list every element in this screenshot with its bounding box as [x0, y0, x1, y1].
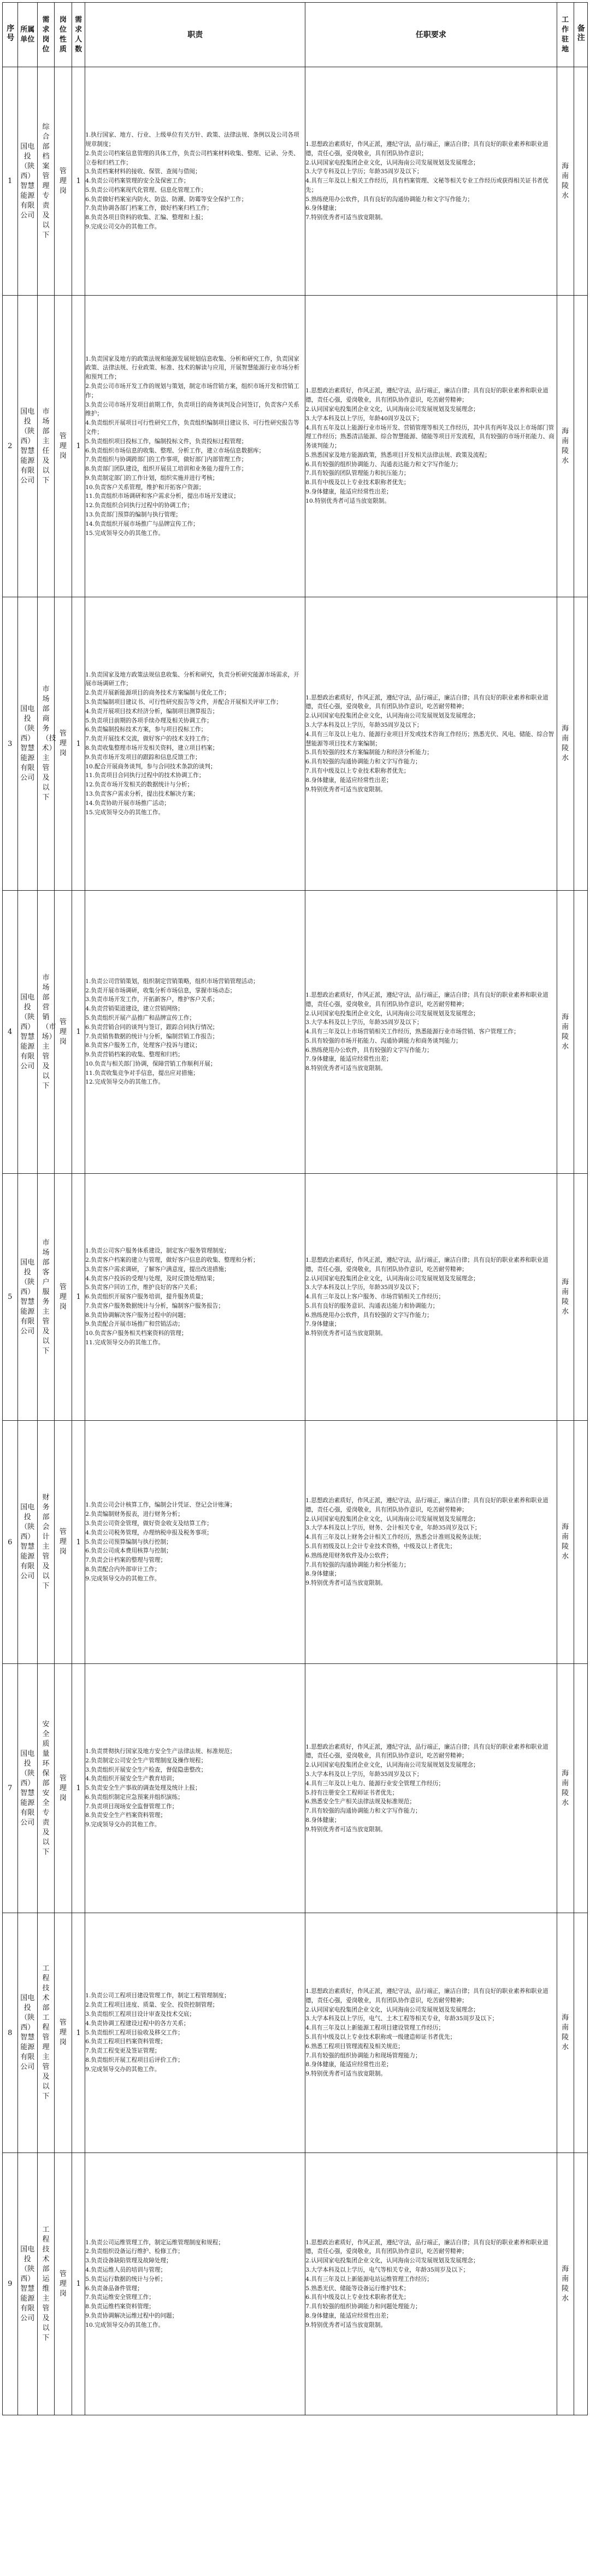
duty-line: 5.负责安全生产事故的调查处理及统计上报；: [85, 1785, 201, 1792]
duty-line: 4.负责公司档案管理的安全及保密工作；: [85, 178, 190, 185]
duty-line: 3.负责组织开展安全生产检查，督促隐患整改；: [85, 1766, 207, 1773]
count-cell: 1: [72, 67, 85, 296]
header-no: 序号: [3, 3, 18, 67]
duty-line: 6.负责营销合同的谈判与签订，跟踪合同执行情况；: [85, 1024, 219, 1031]
dept-cell: 财务部会计主管及以下: [38, 1421, 55, 1664]
row-number: 4: [3, 891, 18, 1174]
requirement-line: 3.大学专科及以上学历；年龄35周岁及以下；: [305, 168, 423, 175]
duty-line: 15.完成领导交办的其他工作。: [85, 530, 164, 537]
location-cell: 海南陵水: [557, 1664, 574, 1913]
remark-cell: [574, 2153, 587, 2415]
duty-line: 7.负责销售数据的统计与分析，编制营销工作报告；: [85, 1033, 219, 1040]
duty-line: 6.负责组织制定应急预案并组织演练；: [85, 1793, 184, 1801]
requirement-line: 1.思想政治素质好，作风正派，遵纪守法，品行端正，廉洁自律；具有良好的职业素养和职业道德，责任心强，爱岗敬业，具有团队协作意识，吃苦耐劳精神；: [305, 2239, 548, 2255]
location-cell: 海南陵水: [557, 1174, 574, 1421]
table-row: [3, 2153, 588, 2415]
category-cell: 管理岗: [54, 597, 72, 891]
duty-line: 5.负责项目前期的各项手续办理及相关协调工作；: [85, 717, 213, 724]
remark-cell: [574, 1664, 587, 1913]
duty-cell: [85, 891, 305, 1174]
location-cell: 海南陵水: [557, 1913, 574, 2153]
duty-cell: [85, 1664, 305, 1913]
unit-cell: 国电投（陕西）智慧能源有限公司: [17, 296, 37, 597]
requirement-line: 5.具有中级及以上专业技术职称或一级建造师证书者优先；: [305, 2034, 456, 2040]
requirement-line: 6.熟练使用财务软件及办公软件；: [305, 1552, 392, 1559]
requirement-line: 1.思想政治素质好，作风正派，遵纪守法，品行端正，廉洁自律；具有良好的职业素养和职业道德，责任心强，爱岗敬业，具有团队协作意识，吃苦耐劳精神；: [305, 387, 548, 404]
duty-cell: [85, 296, 305, 597]
count-cell: 1: [72, 2153, 85, 2415]
duty-line: 1.负责公司营销策划，组织制定营销策略，组织市场营销管理活动；: [85, 978, 259, 985]
duty-line: 5.负责公司档案现代化管理、信息化管理工作；: [85, 186, 207, 193]
dept-cell: 市场部营销（市场）主管及以下: [38, 891, 55, 1174]
duty-line: 5.负责运行数据的统计与分析；: [85, 2275, 167, 2283]
table-row: [3, 296, 588, 597]
requirement-line: 4.具有三年及以上客户服务、市场营销相关工作经历；: [305, 1293, 444, 1301]
duty-line: 1.负责公司客户服务体系建设，制定客户服务管理制度；: [85, 1248, 230, 1255]
requirement-line: 4.具有五年及以上能源行业市场开发、营销管理等相关工作经历，其中具有两年及以上市场部门管理工作经历；熟悉清洁能源、综合智慧能源、储能等项目开发流程，具有较强的市场开拓能力、商务谈判能力；: [305, 424, 554, 450]
remark-cell: [574, 67, 587, 296]
duty-line: 8.负责安全生产档案资料管理；: [85, 1812, 167, 1819]
requirement-line: 8.身体健康；: [305, 1816, 340, 1824]
requirement-line: 3.大学本科及以上学历，年龄35周岁及以下；: [305, 722, 423, 728]
header-category: 岗位性质: [54, 3, 72, 67]
requirement-line: 2.认同国家电投集团企业文化，认同海南公司发展规划及发展理念；: [305, 713, 479, 720]
unit-cell: 国电投（陕西）智慧能源有限公司: [17, 2153, 37, 2415]
duty-line: 9.负责协调解决运维过程中的问题；: [85, 2312, 178, 2319]
duty-line: 1.负责国家及地方政策法规信息收集、分析和研究，负责分析研究能源市场需求，开展市场调研工作；: [85, 671, 299, 687]
duty-line: 2.负责开展市场调研，收集分析市场信息，掌握市场动态；: [85, 987, 236, 994]
duty-line: 5.负责客户回访工作，维护良好的客户关系；: [85, 1284, 201, 1291]
count-cell: 1: [72, 1913, 85, 2153]
header-duty: 职责: [85, 3, 305, 67]
requirement-line: 2.认同国家电投集团企业文化，认同海南公司发展规划及发展理念；: [305, 1275, 479, 1282]
duty-line: 7.负责工程变更及签证管理；: [85, 2048, 161, 2055]
requirement-line: 4.具有三年及以上新能源电站运维管理工作经历；: [305, 2275, 433, 2283]
duty-line: 2.负责客户档案的建立与管理，做好客户信息的收集、整理和分析；: [85, 1256, 259, 1263]
requirement-line: 5.熟悉国家及地方能源政策，熟悉项目开发相关法律法规、政策及流程；: [305, 451, 491, 458]
duty-line: 12.负责市场开发相关的数据统计与分析；: [85, 781, 193, 789]
requirement-line: 5.具有良好的服务意识、沟通表达能力和协调能力；: [305, 1302, 439, 1309]
category-cell: 管理岗: [54, 1664, 72, 1913]
duty-line: 1.负责公司会计核算工作，编制会计凭证、登记会计账簿；: [85, 1502, 236, 1509]
duty-line: 3.负责客户需求调研，了解客户满意度，提出改进措施；: [85, 1266, 230, 1273]
header-location: 工作驻地: [557, 3, 574, 67]
requirement-line: 2.认同国家电投集团企业文化，认同海南公司发展规划及发展理念；: [305, 159, 479, 166]
duty-line: 9.负责营销档案的收集、整理和归档；: [85, 1051, 184, 1058]
requirement-line: 5.熟悉光伏、储能等设备运行维护技术；: [305, 2285, 410, 2292]
duty-line: 8.负责运维档案资料管理；: [85, 2303, 155, 2310]
duty-line: 9.负责制定部门的工作计划，组织实施并进行考核；: [85, 474, 219, 481]
requirement-line: 7.特别优秀者可适当放宽限制。: [305, 214, 387, 221]
category-cell: 管理岗: [54, 296, 72, 597]
requirement-line: 1.思想政治素质好，作风正派，遵纪守法，品行端正，廉洁自律；具有良好的职业素养和职业道德，责任心强，爱岗敬业，具有团队协作意识，吃苦耐劳精神；: [305, 1256, 548, 1273]
requirement-line: 3.大学本科及以上学历，电气、土木工程等相关专业，年龄35周岁及以下；: [305, 2015, 498, 2022]
requirement-line: 7.具有较强的团队管理能力和抗压能力；: [305, 470, 410, 477]
duty-line: 6.负责组织市场信息的收集、整理、分析工作，建立市场信息数据库；: [85, 447, 265, 454]
requirement-line: 8.身体健康；: [305, 1571, 340, 1578]
location-cell: 海南陵水: [557, 296, 574, 597]
table-body: [3, 67, 588, 2415]
duty-line: 4.负责组织开展项目可行性研究工作，负责组织编制项目建议书、可行性研究报告等文件；: [85, 420, 299, 436]
duty-line: 3.负责组织工程项目设计审查及技术交底；: [85, 2011, 196, 2018]
count-cell: 1: [72, 1664, 85, 1913]
duty-line: 8.负责协调解决客户服务过程中的问题；: [85, 1311, 190, 1319]
row-number: 8: [3, 1913, 18, 2153]
count-cell: 1: [72, 296, 85, 597]
location-cell: 海南陵水: [557, 67, 574, 296]
duty-line: 8.负责收集整理市场开发相关资料，建立项目档案；: [85, 745, 219, 751]
duty-line: 7.负责运维安全管理工作；: [85, 2294, 155, 2301]
requirement-line: 6.具有较强的组织协调能力、沟通表达能力和文字写作能力；: [305, 461, 462, 468]
requirement-line: 6.身体健康；: [305, 205, 340, 212]
duty-line: 8.负责客户服务工作，处理客户投诉与建议；: [85, 1042, 201, 1049]
requirement-line: 5.持有注册安全工程师证书者优先；: [305, 1789, 398, 1796]
location-cell: 海南陵水: [557, 891, 574, 1174]
requirement-line: 8.身体健康，能适应经常性出差；: [305, 777, 392, 784]
duty-line: 10.配合开展商务谈判，参与合同技术条款的谈判；: [85, 763, 216, 770]
requirement-line: 9.特别优秀者可适当放宽限制。: [305, 1826, 387, 1833]
duty-line: 4.负责开展项目技术经济分析，编制项目测算报告；: [85, 708, 219, 715]
category-cell: 管理岗: [54, 891, 72, 1174]
duty-line: 1.执行国家、地方、行业、上级单位有关方针、政策、法律法规、条例以及公司各项规章制度；: [85, 132, 299, 148]
table-row: [3, 1174, 588, 1421]
duty-line: 7.负责开展技术交流，做好客户的技术支持工作；: [85, 736, 213, 743]
requirement-line: 7.具有较强的组织协调能力和问题处理能力；: [305, 2303, 421, 2310]
requirement-line: 3.大学本科及以上学历，电气等相关专业，年龄35周岁及以下；: [305, 2266, 469, 2273]
duty-line: 8.负责组织开展工程项目后评价工作；: [85, 2056, 184, 2063]
unit-cell: 国电投（陕西）智慧能源有限公司: [17, 67, 37, 296]
requirement-line: 9.特别优秀者可适当放宽限制。: [305, 1580, 387, 1587]
dept-cell: 市场部商务（技术）主管及以下: [38, 597, 55, 891]
header-dept: 需求岗位: [38, 3, 55, 67]
requirement-line: 3.大学本科及以上学历，年龄40周岁及以下；: [305, 415, 423, 422]
requirement-line: 7.具有较强的组织协调能力和现场管理能力；: [305, 2052, 421, 2059]
duty-line: 7.负责项目现场安全监督管理工作；: [85, 1803, 178, 1810]
category-cell: 管理岗: [54, 67, 72, 296]
table-row: [3, 1664, 588, 1913]
duty-cell: [85, 67, 305, 296]
unit-cell: 国电投（陕西）智慧能源有限公司: [17, 597, 37, 891]
duty-line: 7.负责客户服务数据统计与分析，编制客户服务报告；: [85, 1302, 224, 1309]
duty-line: 5.负责公司预算编制与执行控制；: [85, 1538, 172, 1545]
duty-line: 9.完成领导交办的其他工作。: [85, 2066, 161, 2073]
requirement-line: 9.特别优秀者可适当放宽限制。: [305, 2321, 387, 2328]
duty-line: 2.负责公司档案信息管理的具体工作，负责公司档案材料收集、整理、记录、分类、立卷和归档工作；: [85, 150, 299, 166]
category-cell: 管理岗: [54, 1174, 72, 1421]
duty-line: 7.负责会计档案的整理与管理；: [85, 1557, 167, 1564]
remark-cell: [574, 296, 587, 597]
requirement-line: 3.大学本科及以上学历，财务、会计相关专业，年龄35周岁及以下；: [305, 1525, 481, 1532]
duty-line: 3.负责档案材料的接收、保管、查阅与借阅；: [85, 168, 201, 175]
duty-line: 1.负责贯彻执行国家及地方安全生产法律法规、标准规范；: [85, 1748, 236, 1755]
duty-line: 3.负责设备缺陷管理及故障处理；: [85, 2257, 172, 2265]
duty-line: 3.负责编制项目建议书、可行性研究报告等文件，并配合开展相关评审工作；: [85, 699, 282, 706]
row-number: 6: [3, 1421, 18, 1664]
requirement-line: 1.思想政治素质好，作风正派，遵纪守法，品行端正，廉洁自律；具有良好的职业素养和职业道德，责任心强，爱岗敬业，具有团队协作意识；: [305, 140, 548, 157]
duty-cell: [85, 1421, 305, 1664]
duty-line: 2.负责编制财务报表，进行财务分析；: [85, 1511, 184, 1518]
requirement-line: 5.具有较强的市场开拓能力、沟通协调能力和商务谈判能力；: [305, 1037, 462, 1044]
duty-line: 8.负责部门团队建设，组织开展员工培训和业务能力提升工作；: [85, 466, 247, 473]
duty-line: 1.负责公司工程项目建设管理工作，制定工程管理制度；: [85, 1992, 230, 1999]
table-row: [3, 1421, 588, 1664]
duty-cell: [85, 2153, 305, 2415]
dept-cell: 安全质量环保部安全专责及以下: [38, 1664, 55, 1913]
category-cell: 管理岗: [54, 1421, 72, 1664]
remark-cell: [574, 597, 587, 891]
requirement-line: 3.大学本科及以上学历，年龄35周岁及以下；: [305, 1771, 423, 1778]
requirement-line: 2.认同国家电投集团企业文化，认同海南公司发展规划及发展理念；: [305, 1762, 479, 1769]
unit-cell: 国电投（陕西）智慧能源有限公司: [17, 1421, 37, 1664]
requirement-cell: [305, 1664, 557, 1913]
duty-line: 6.负责编制投标技术方案，参与项目投标工作；: [85, 726, 207, 733]
unit-cell: 国电投（陕西）智慧能源有限公司: [17, 891, 37, 1174]
requirement-cell: [305, 1913, 557, 2153]
requirement-line: 4.具有三年及以上财务会计相关工作经历，熟悉会计准则及税务法规；: [305, 1534, 485, 1541]
requirement-line: 2.认同国家电投集团企业文化，认同海南公司发展规划及发展理念；: [305, 1515, 479, 1522]
duty-line: 15.完成领导交办的其他工作。: [85, 809, 164, 816]
requirement-line: 8.特别优秀者可适当放宽限制。: [305, 1065, 387, 1072]
remark-cell: [574, 891, 587, 1174]
duty-line: 10.负责客户关系管理，维护和开拓客户资源；: [85, 484, 205, 491]
requirement-line: 1.思想政治素质好，作风正派，遵纪守法，品行端正，廉洁自律；具有良好的职业素养和职业道德，责任心强，爱岗敬业，具有团队协作意识，吃苦耐劳精神；: [305, 694, 548, 710]
recruitment-table-sheet: [2, 2, 588, 2415]
requirement-line: 1.思想政治素质好，作风正派，遵纪守法，品行端正，廉洁自律；具有良好的职业素养和职业道德，责任心强，爱岗敬业，具有团队协作意识，吃苦耐劳精神；: [305, 1497, 548, 1513]
row-number: 9: [3, 2153, 18, 2415]
unit-cell: 国电投（陕西）智慧能源有限公司: [17, 1174, 37, 1421]
duty-line: 2.负责工程项目进度、质量、安全、投资控制管理；: [85, 2002, 219, 2009]
location-cell: 海南陵水: [557, 597, 574, 891]
duty-line: 10.负责与相关部门协调，保障营销工作顺利开展；: [85, 1060, 216, 1067]
duty-line: 11.负责收集竞争对手信息，提出应对措施；: [85, 1069, 199, 1077]
duty-line: 4.负责运维人员的培训与管理；: [85, 2266, 167, 2273]
duty-line: 1.负责公司运维管理工作，制定运维管理制度和规程；: [85, 2239, 224, 2246]
dept-cell: 工程技术部工程管理主管及以下: [38, 1913, 55, 2153]
requirement-line: 4.具有三年及以上相关工作经历，具有档案管理、文秘等相关专业工作经历或获得相关证书者优先；: [305, 178, 548, 193]
requirement-line: 7.身体健康；: [305, 1321, 340, 1328]
duty-line: 11.负责组织市场调研和客户需求分析，提出市场开发建议；: [85, 493, 239, 500]
requirement-line: 6.熟练使用办公软件，具有较强的文字写作能力；: [305, 1311, 433, 1319]
requirement-line: 2.认同国家电投集团企业文化，认同海南公司发展规划及发展理念；: [305, 2006, 479, 2013]
table-row: [3, 1913, 588, 2153]
dept-cell: 市场部主任及以下: [38, 296, 55, 597]
duty-line: 13.负责客户需求分析，提出技术解决方案；: [85, 790, 199, 797]
duty-line: 9.完成领导交办的其他工作。: [85, 1821, 161, 1828]
requirement-line: 1.思想政治素质好，作风正派，遵纪守法，品行端正，廉洁自律；具有良好的职业素养和职业道德，责任心强，爱岗敬业，具有团队协作意识，吃苦耐劳精神；: [305, 1988, 548, 2004]
duty-line: 4.负责组织开展安全生产教育培训；: [85, 1775, 178, 1783]
count-cell: 1: [72, 1174, 85, 1421]
duty-line: 6.负责工程项目档案资料管理；: [85, 2038, 167, 2045]
duty-line: 9.负责市场开发项目的跟踪和信息反馈工作；: [85, 754, 201, 761]
category-cell: 管理岗: [54, 2153, 72, 2415]
recruitment-table: [2, 2, 588, 2415]
requirement-line: 2.认同国家电投集团企业文化，认同海南公司发展规划及发展理念；: [305, 2257, 479, 2265]
requirement-line: 8.特别优秀者可适当放宽限制。: [305, 1330, 387, 1337]
header-unit: 所属单位: [17, 3, 37, 67]
row-number: 7: [3, 1664, 18, 1913]
table-row: [3, 67, 588, 296]
requirement-line: 4.具有三年及以上电力、能源行业项目开发或技术咨询工作经历；熟悉光伏、风电、储能、综合智慧能源等项目技术方案编制；: [305, 731, 554, 747]
header-req: 任职要求: [305, 3, 557, 67]
table-row: [3, 597, 588, 891]
requirement-line: 6.熟悉工程项目管理流程及相关规范；: [305, 2043, 404, 2050]
duty-line: 4.负责协调工程建设过程中的各方关系；: [85, 2020, 190, 2027]
row-number: 5: [3, 1174, 18, 1421]
row-number: 1: [3, 67, 18, 296]
row-number: 3: [3, 597, 18, 891]
duty-cell: [85, 597, 305, 891]
requirement-line: 7.具有较强的沟通协调能力和文字写作能力；: [305, 1808, 421, 1815]
duty-line: 10.完成领导交办的其他工作。: [85, 2321, 164, 2328]
remark-cell: [574, 1174, 587, 1421]
requirement-line: 5.熟练使用办公软件，具有良好的沟通协调能力和文字写作能力；: [305, 196, 473, 203]
requirement-line: 6.熟练使用办公软件，具有较强的文字写作能力；: [305, 1046, 433, 1054]
requirement-line: 2.认同国家电投集团企业文化，认同海南公司发展规划及发展理念；: [305, 1010, 479, 1017]
requirement-cell: [305, 1174, 557, 1421]
category-cell: 管理岗: [54, 1913, 72, 2153]
remark-cell: [574, 1421, 587, 1664]
requirement-line: 1.思想政治素质好，作风正派，遵纪守法，品行端正，廉洁自律；具有良好的职业素养和职业道德，责任心强，爱岗敬业，具有团队协作意识，吃苦耐劳精神；: [305, 991, 548, 1008]
dept-cell: 工程技术部运维主管及以下: [38, 2153, 55, 2415]
duty-line: 5.负责组织项目投标工作，编制投标文件，负责投标过程管理；: [85, 438, 247, 445]
duty-line: 6.负责公司成本费用核算与控制；: [85, 1548, 172, 1555]
requirement-line: 6.熟悉安全生产相关法律法规及标准规范；: [305, 1798, 416, 1805]
remark-cell: [574, 1913, 587, 2153]
requirement-line: 3.大学本科及以上学历，年龄35周岁及以下；: [305, 1284, 423, 1291]
duty-line: 10.负责客户服务相关档案资料的管理；: [85, 1330, 187, 1337]
duty-line: 2.负责组织设备运行维护、检修工作；: [85, 2248, 184, 2255]
requirement-line: 9.特别优秀者可适当放宽限制。: [305, 786, 387, 793]
duty-line: 11.完成领导交办的其他工作。: [85, 1339, 164, 1346]
duty-line: 6.负责备品备件管理；: [85, 2285, 143, 2292]
location-cell: 海南陵水: [557, 2153, 574, 2415]
requirement-line: 4.具有三年及以上电力、能源行业安全管理工作经历；: [305, 1780, 444, 1787]
duty-line: 14.负责组织开展市场推广与品牌宣传工作；: [85, 520, 199, 527]
count-cell: 1: [72, 597, 85, 891]
requirement-line: 6.具有较强的沟通协调能力和文字写作能力；: [305, 758, 421, 766]
requirement-cell: [305, 296, 557, 597]
duty-cell: [85, 1174, 305, 1421]
requirement-line: 4.具有三年及以上市场营销相关工作经历，熟悉能源行业市场营销、客户管理工作；: [305, 1028, 520, 1036]
duty-line: 2.负责制定公司安全生产管理制度及操作规程；: [85, 1757, 207, 1764]
dept-cell: 综合部档案管理专责及以下: [38, 67, 55, 296]
duty-line: 8.负责配合内外部审计工作；: [85, 1566, 161, 1573]
dept-cell: 市场部客户服务主管及以下: [38, 1174, 55, 1421]
requirement-cell: [305, 597, 557, 891]
requirement-line: 3.大学本科及以上学历，年龄35周岁及以下；: [305, 1019, 423, 1026]
table-row: [3, 891, 588, 1174]
header-count: 需求人数: [72, 3, 85, 67]
requirement-line: 8.身体健康，能适应经常性出差；: [305, 2061, 392, 2068]
duty-line: 9.完成公司交办的其他工作。: [85, 224, 161, 231]
duty-line: 5.负责组织开展产品推广和品牌宣传工作；: [85, 1014, 196, 1021]
duty-line: 12.完成领导交办的其他工作。: [85, 1079, 164, 1086]
count-cell: 1: [72, 1421, 85, 1664]
count-cell: 1: [72, 891, 85, 1174]
duty-line: 14.负责协助开展市场推广活动；: [85, 799, 170, 807]
requirement-line: 9.身体健康，能适应经常性出差；: [305, 489, 392, 496]
requirement-line: 7.具有中级及以上专业技术职称者优先；: [305, 767, 410, 774]
requirement-line: 8.身体健康，能适应经常性出差；: [305, 2312, 392, 2319]
requirement-line: 8.具有中级及以上专业技术职称者优先；: [305, 479, 410, 486]
requirement-line: 5.具有较强的技术方案编制能力和经济分析能力；: [305, 749, 433, 756]
header-remark: 备注: [574, 3, 587, 67]
duty-line: 7.负责组织与协调跨部门的工作事项，做好部门内部管理工作；: [85, 456, 247, 463]
unit-cell: 国电投（陕西）智慧能源有限公司: [17, 1913, 37, 2153]
duty-line: 7.负责协调各部门档案工作，做好档案归档工作；: [85, 205, 213, 212]
location-cell: 海南陵水: [557, 1421, 574, 1664]
unit-cell: 国电投（陕西）智慧能源有限公司: [17, 1664, 37, 1913]
requirement-line: 1.思想政治素质好，作风正派，遵纪守法，品行端正，廉洁自律；具有良好的职业素养和职业道德，责任心强，爱岗敬业，具有团队协作意识，吃苦耐劳精神；: [305, 1743, 548, 1760]
duty-line: 9.负责配合开展市场推广和营销活动；: [85, 1321, 184, 1328]
duty-line: 2.负责公司市场开发工作的规划与策划，制定市场营销方案，组织市场开发和营销工作；: [85, 383, 299, 399]
duty-line: 2.负责开展新能源项目的商务技术方案编制与优化工作；: [85, 690, 230, 697]
duty-line: 6.负责做好档案室内防火、防盗、防潮、防霉等安全保护工作；: [85, 196, 247, 203]
duty-line: 11.负责项目合同执行过程中的技术协调工作；: [85, 772, 205, 779]
duty-line: 3.负责市场开发工作，开拓新客户，维护客户关系；: [85, 996, 219, 1003]
duty-line: 8.负责各项目资料的收集、汇编、整理和上报；: [85, 214, 207, 221]
requirement-line: 4.具有三年及以上新能源工程项目建设管理工作经历；: [305, 2025, 444, 2032]
duty-line: 1.负责国家及地方的政策法规和能源发展规划信息收集、分析和研究工作，负责国家政策、法律法规、行业政策、标准、技术的解读与应用，开展智慧能源行业市场分析和预判工作；: [85, 355, 300, 381]
duty-line: 6.负责组织开展客户服务培训，提升服务质量；: [85, 1293, 207, 1301]
duty-line: 3.负责公司资金管理，做好资金收支及结算工作；: [85, 1520, 213, 1527]
requirement-cell: [305, 1421, 557, 1664]
requirement-line: 2.认同国家电投集团企业文化，认同海南公司发展规划及发展理念；: [305, 405, 479, 413]
duty-line: 9.完成领导交办的其他工作。: [85, 1575, 161, 1582]
requirement-line: 5.具有初级及以上会计专业技术资格，中级及以上者优先；: [305, 1543, 456, 1550]
requirement-cell: [305, 2153, 557, 2415]
duty-line: 12.负责组织合同执行过程中的协调工作；: [85, 502, 193, 509]
duty-cell: [85, 1913, 305, 2153]
duty-line: 13.负责部门预算的编制与执行管理；: [85, 511, 181, 519]
requirement-cell: [305, 891, 557, 1174]
requirement-line: 7.具有较强的沟通协调能力和分析能力；: [305, 1561, 410, 1568]
row-number: 2: [3, 296, 18, 597]
requirement-line: 6.具有中级及以上专业技术职称者优先；: [305, 2294, 410, 2301]
requirement-line: 10.特别优秀者可适当放宽限制。: [305, 497, 390, 504]
requirement-line: 7.身体健康，能适应经常性出差；: [305, 1056, 392, 1063]
duty-line: 4.负责公司税务管理，办理纳税申报及税务事项；: [85, 1529, 213, 1536]
duty-line: 5.负责组织工程项目验收及移交工作；: [85, 2029, 184, 2036]
requirement-line: 9.特别优秀者可适当放宽限制。: [305, 2071, 387, 2078]
requirement-cell: [305, 67, 557, 296]
duty-line: 3.负责公司市场开发项目前期工作，负责项目的商务谈判及合同签订，负责客户关系维护；: [85, 401, 299, 417]
duty-line: 4.负责营销渠道建设，建立营销网络；: [85, 1005, 184, 1013]
duty-line: 4.负责客户投诉的受理与处理，及时反馈处理结果；: [85, 1275, 219, 1282]
header-row: [3, 3, 588, 67]
